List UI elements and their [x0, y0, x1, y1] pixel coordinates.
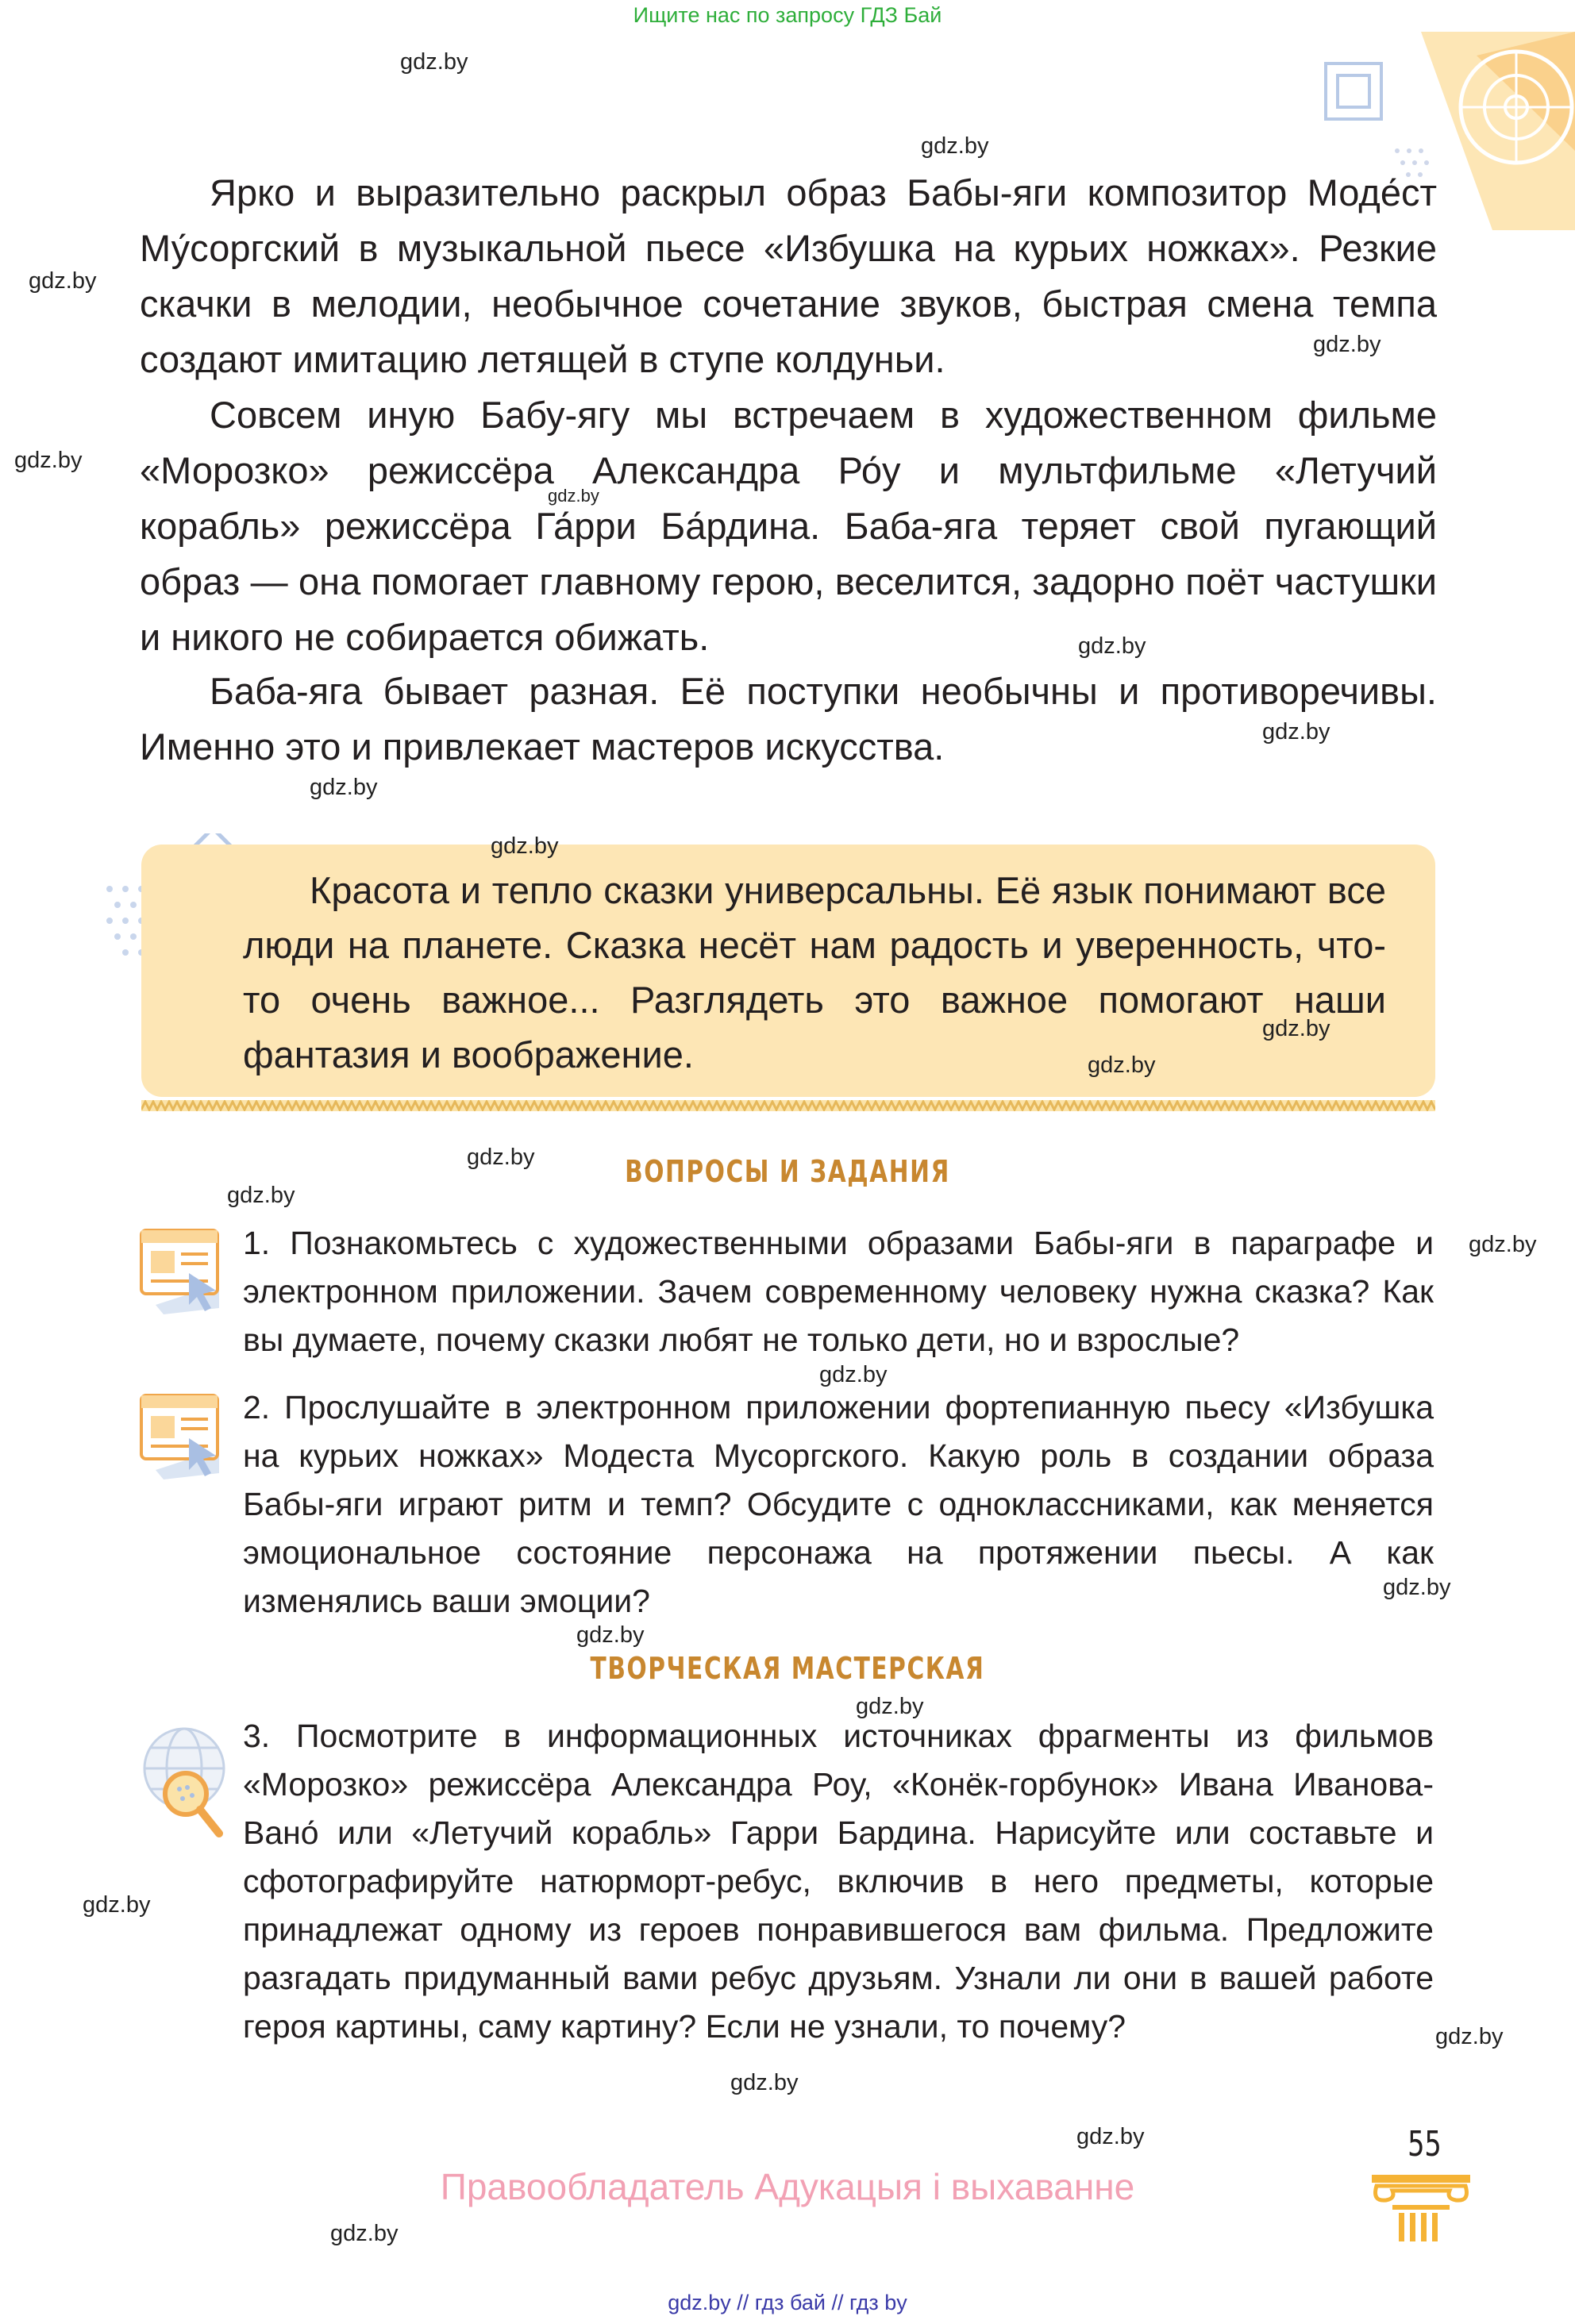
browser-window-cursor-icon [140, 1394, 229, 1479]
watermark: gdz.by [29, 268, 97, 294]
paragraph-3: Баба-яга бывает разная. Её поступки необычны и противоречивы. Именно это и привлекает мастеров искусства. [140, 670, 1437, 768]
watermark: gdz.by [400, 49, 468, 75]
callout-text: Красота и тепло сказки универсальны. Её язык понимают все люди на планете. Сказка несёт нам радость и уверенность, что-то очень важное... Разглядеть это важное помогают наши фантазия и воображение. [243, 869, 1386, 1075]
watermark: gdz.by [14, 448, 83, 473]
task-3: 3. Посмотрите в информационных источниках фрагменты из фильмов «Морозко» режиссёра Александра Роу, «Конёк-горбунок» Ивана Иванова-Вано́ или «Летучий корабль» Гарри Бардина. Нарисуйте или составьте и сфотографируйте натюрморт-ребус, включив в него предметы, которые принадлежат одному из героев понравившегося вам фильма. Предложите разгадать придуманный вами ребус друзьям. Узнали ли они в вашей работе героя картины, саму картину? Если не узнали, то почему? [243, 1718, 1434, 2045]
watermark: gdz.by [1313, 332, 1381, 357]
watermark: gdz.by [730, 2070, 799, 2095]
task-2: 2. Прослушайте в электронном приложении фортепианную пьесу «Избушка на курьих ножках» Модеста Мусоргского. Какую роль в создании образа Бабы-яги играют ритм и темп? Обсудите с одноклассниками, как меняется эмоциональное состояние персонажа на протяжении пьесы. А как изменялись ваши эмоции? [243, 1389, 1434, 1619]
watermark: gdz.by [856, 1694, 924, 1719]
watermark: gdz.by [819, 1362, 888, 1387]
page-number: 55 [1407, 2124, 1442, 2164]
watermark: gdz.by [330, 2221, 399, 2246]
watermark: gdz.by [227, 1183, 295, 1208]
questions-heading: ВОПРОСЫ И ЗАДАНИЯ [625, 1154, 950, 1189]
watermark: gdz.by [83, 1892, 151, 1918]
watermark: gdz.by [1262, 1016, 1330, 1041]
watermark: gdz.by [1435, 2024, 1504, 2049]
paragraph-1: Ярко и выразительно раскрыл образ Бабы-яги композитор Моде́ст Му́соргский в музыкальной пьесе «Избушка на курьих ножках». Резкие скачки в мелодии, необычное сочетание звуков, быстрая смена темпа создают имитацию летящей в ступе колдуньи. [140, 171, 1437, 380]
paragraph-2: Совсем иную Бабу-ягу мы встречаем в художественном фильме «Морозко» режиссёра Александра Ро́у и мультфильме «Летучий корабль» режиссёра Га́рри Ба́рдина. Баба-яга теряет свой пугающий образ — она помогает главному герою, веселится, задорно поёт частушки и никого не собирается обижать. [140, 394, 1437, 658]
watermark: gdz.by [467, 1145, 535, 1170]
watermark: gdz.by [491, 833, 559, 859]
top-banner[interactable]: Ищите нас по запросу ГДЗ Бай [633, 3, 942, 27]
watermark: gdz.by [1469, 1232, 1537, 1257]
copyright-notice: Правообладатель Адукацыя і выхаванне [440, 2166, 1135, 2207]
watermark: gdz.by [1078, 633, 1146, 659]
globe-magnifier-icon [140, 1724, 232, 1843]
watermark: gdz.by [921, 133, 989, 159]
browser-window-cursor-icon [140, 1229, 229, 1314]
watermark: gdz.by [1262, 719, 1330, 745]
watermark: gdz.by [1088, 1052, 1156, 1078]
task-1: 1. Познакомьтесь с художественными образами Бабы-яги в параграфе и электронном приложении. Зачем современному человеку нужна сказка? Как вы думаете, почему сказки любят не только дети, но и взрослые? [243, 1225, 1434, 1358]
watermark: gdz.by [1383, 1575, 1451, 1600]
watermark: gdz.by [310, 775, 378, 800]
zigzag-divider [141, 1100, 1435, 1111]
workshop-heading: ТВОРЧЕСКАЯ МАСТЕРСКАЯ [590, 1651, 985, 1686]
footer-links[interactable]: gdz.by // гдз бай // гдз by [668, 2291, 907, 2314]
watermark: gdz.by [1076, 2124, 1145, 2149]
watermark: gdz.by [548, 486, 599, 506]
watermark: gdz.by [576, 1622, 645, 1648]
